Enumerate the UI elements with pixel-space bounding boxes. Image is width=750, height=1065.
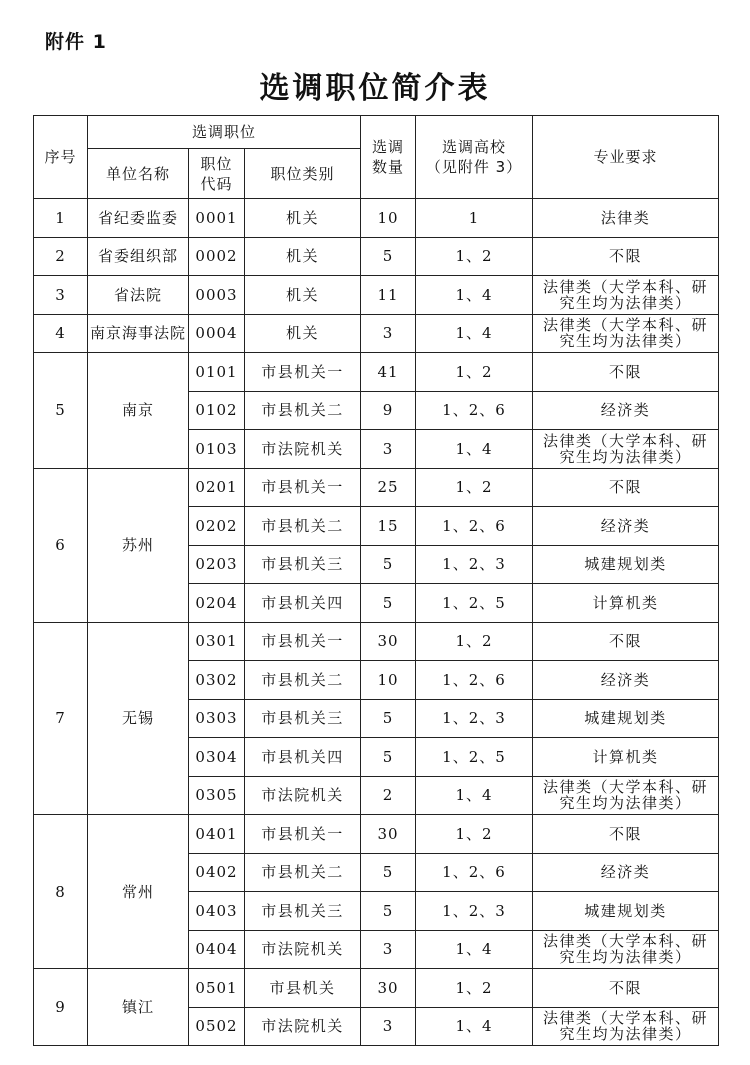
position-type-text: 机关 [285, 247, 319, 266]
header-major-text: 专业要求 [593, 148, 658, 166]
universities-cell [416, 969, 533, 1008]
major-text: 法律类（大学本科、研究生均为法律类） [542, 277, 708, 312]
position-code-text: 0001 [195, 208, 238, 227]
position-code-text: 0402 [195, 863, 238, 882]
unit-name-cell [88, 468, 189, 622]
major-text: 不限 [608, 824, 642, 843]
header-universities-line-1: 选调高校 [441, 138, 506, 156]
universities-cell [416, 391, 533, 430]
major-text: 法律类（大学本科、研究生均为法律类） [542, 431, 708, 466]
unit-name-cell [88, 199, 189, 238]
position-type-cell [245, 468, 361, 507]
quota-text: 3 [382, 1017, 394, 1036]
seq-cell [34, 353, 88, 469]
major-text: 法律类（大学本科、研究生均为法律类） [542, 778, 708, 813]
quota-cell [361, 237, 416, 276]
unit-name-text: 无锡 [121, 709, 154, 728]
quota-text: 5 [382, 247, 394, 266]
major-text: 不限 [608, 978, 642, 997]
position-type-text: 市县机关四 [261, 593, 344, 612]
universities-text: 1 [468, 208, 480, 227]
unit-name-text: 镇江 [121, 998, 154, 1016]
header-position-group-text: 选调职位 [191, 123, 256, 141]
header-position-type-text: 职位类别 [270, 164, 335, 183]
universities-cell [416, 661, 533, 700]
header-position-group [88, 116, 361, 149]
position-type-cell [245, 584, 361, 623]
major-text: 经济类 [600, 863, 651, 882]
position-code-text: 0002 [195, 247, 238, 266]
seq-text: 1 [55, 208, 66, 227]
quota-text: 5 [382, 747, 394, 766]
position-type-text: 市县机关三 [261, 901, 344, 920]
position-type-text: 市县机关二 [261, 863, 344, 882]
universities-text: 1、2、5 [442, 593, 506, 612]
quota-cell [361, 584, 416, 623]
universities-cell [416, 314, 533, 353]
seq-cell [34, 622, 88, 815]
quota-text: 3 [382, 940, 394, 959]
table-row [34, 199, 719, 238]
quota-text: 11 [377, 285, 399, 304]
major-text: 不限 [608, 247, 642, 266]
major-text: 不限 [608, 362, 642, 381]
position-code-text: 0202 [195, 516, 238, 535]
quota-cell [361, 545, 416, 584]
seq-cell [34, 199, 88, 238]
universities-text: 1、4 [455, 324, 493, 343]
universities-text: 1、4 [455, 940, 493, 959]
quota-cell [361, 430, 416, 469]
position-type-cell [245, 815, 361, 854]
table-row [34, 622, 719, 661]
position-code-cell [189, 199, 245, 238]
position-code-text: 0305 [195, 786, 238, 805]
position-type-text: 市县机关二 [261, 401, 344, 420]
quota-text: 30 [377, 824, 399, 843]
quota-text: 3 [382, 439, 394, 458]
universities-text: 1、2 [455, 824, 493, 843]
unit-name-text: 省委组织部 [97, 247, 178, 266]
position-code-cell [189, 969, 245, 1008]
quota-cell [361, 930, 416, 969]
unit-name-text: 省纪委监委 [97, 208, 178, 227]
position-type-cell [245, 391, 361, 430]
position-code-cell [189, 815, 245, 854]
position-code-text: 0201 [195, 478, 238, 497]
header-position-type [245, 149, 361, 199]
table-row [34, 314, 719, 353]
quota-text: 9 [382, 401, 394, 420]
quota-text: 5 [382, 593, 394, 612]
position-code-text: 0502 [195, 1017, 238, 1036]
seq-cell [34, 969, 88, 1046]
major-cell [533, 776, 719, 815]
major-cell [533, 699, 719, 738]
position-type-text: 市县机关 [269, 978, 336, 997]
position-code-text: 0302 [195, 670, 238, 689]
quota-cell [361, 314, 416, 353]
table-header [34, 116, 719, 199]
unit-name-text: 南京 [121, 401, 154, 420]
seq-text: 4 [55, 324, 66, 343]
seq-cell [34, 237, 88, 276]
quota-cell [361, 738, 416, 777]
universities-text: 1、4 [455, 285, 493, 304]
position-code-cell [189, 853, 245, 892]
quota-cell [361, 353, 416, 392]
position-code-text: 0101 [195, 362, 238, 381]
position-code-cell [189, 314, 245, 353]
position-type-cell [245, 776, 361, 815]
position-type-cell [245, 237, 361, 276]
major-cell [533, 199, 719, 238]
quota-text: 5 [382, 863, 394, 882]
position-type-text: 市县机关二 [261, 670, 344, 689]
position-type-text: 市县机关三 [261, 555, 344, 574]
unit-name-text: 省法院 [113, 285, 162, 304]
seq-text: 6 [55, 536, 66, 554]
universities-cell [416, 853, 533, 892]
quota-text: 3 [382, 324, 394, 343]
universities-text: 1、4 [455, 439, 493, 458]
seq-text: 5 [55, 401, 66, 420]
position-type-cell [245, 545, 361, 584]
major-cell [533, 237, 719, 276]
major-text: 城建规划类 [584, 555, 667, 574]
major-cell [533, 661, 719, 700]
universities-text: 1、2、6 [442, 670, 506, 689]
position-type-cell [245, 622, 361, 661]
major-cell [533, 507, 719, 546]
universities-cell [416, 507, 533, 546]
position-code-text: 0404 [195, 940, 238, 959]
position-type-cell [245, 314, 361, 353]
major-cell [533, 1007, 719, 1046]
position-code-cell [189, 930, 245, 969]
position-type-cell [245, 276, 361, 315]
position-type-cell [245, 430, 361, 469]
major-cell [533, 391, 719, 430]
table-row [34, 353, 719, 392]
unit-name-cell [88, 314, 189, 353]
major-text: 法律类（大学本科、研究生均为法律类） [542, 316, 708, 351]
position-type-cell [245, 969, 361, 1008]
header-position-code [189, 149, 245, 199]
universities-text: 1、2 [455, 632, 493, 651]
universities-cell [416, 353, 533, 392]
position-code-cell [189, 545, 245, 584]
quota-text: 10 [377, 208, 399, 227]
position-type-text: 机关 [285, 324, 319, 343]
table-row [34, 815, 719, 854]
quota-cell [361, 853, 416, 892]
universities-cell [416, 545, 533, 584]
position-type-cell [245, 353, 361, 392]
positions-table [33, 115, 719, 1046]
position-code-cell [189, 776, 245, 815]
major-cell [533, 892, 719, 931]
position-code-text: 0204 [195, 593, 238, 612]
quota-cell [361, 1007, 416, 1046]
position-code-cell [189, 622, 245, 661]
universities-cell [416, 584, 533, 623]
seq-text: 7 [55, 709, 66, 728]
universities-text: 1、2 [455, 247, 493, 266]
quota-text: 41 [377, 362, 399, 381]
unit-name-cell [88, 353, 189, 469]
quota-text: 30 [377, 632, 399, 651]
universities-cell [416, 622, 533, 661]
quota-cell [361, 507, 416, 546]
seq-cell [34, 276, 88, 315]
universities-cell [416, 776, 533, 815]
position-type-text: 市法院机关 [261, 786, 344, 805]
universities-text: 1、2、3 [442, 901, 506, 920]
universities-text: 1、4 [455, 786, 493, 805]
unit-name-cell [88, 276, 189, 315]
quota-text: 10 [377, 670, 399, 689]
position-code-cell [189, 1007, 245, 1046]
major-text: 城建规划类 [584, 901, 667, 920]
major-cell [533, 353, 719, 392]
quota-cell [361, 892, 416, 931]
header-row-1 [34, 116, 719, 149]
major-text: 法律类（大学本科、研究生均为法律类） [542, 932, 708, 967]
table-body [34, 199, 719, 1046]
major-cell [533, 276, 719, 315]
position-code-text: 0103 [195, 439, 238, 458]
major-text: 计算机类 [592, 747, 659, 766]
quota-text: 5 [382, 709, 394, 728]
header-unit-name [88, 149, 189, 199]
unit-name-cell [88, 815, 189, 969]
position-code-text: 0301 [195, 632, 238, 651]
major-text: 不限 [608, 478, 642, 497]
position-code-cell [189, 661, 245, 700]
position-code-cell [189, 237, 245, 276]
header-position-code-line-1: 职位 [200, 154, 233, 173]
position-code-text: 0401 [195, 824, 238, 843]
header-unit-name-text: 单位名称 [105, 164, 170, 183]
header-quota-line-2: 数量 [371, 158, 404, 176]
quota-cell [361, 699, 416, 738]
header-position-code-line-2: 代码 [200, 174, 233, 193]
position-type-text: 市法院机关 [261, 940, 344, 959]
seq-text: 8 [55, 882, 66, 901]
major-cell [533, 314, 719, 353]
universities-cell [416, 276, 533, 315]
quota-cell [361, 391, 416, 430]
position-type-cell [245, 853, 361, 892]
position-type-cell [245, 699, 361, 738]
position-code-cell [189, 584, 245, 623]
major-text: 法律类 [600, 208, 651, 227]
universities-cell [416, 930, 533, 969]
quota-text: 5 [382, 901, 394, 920]
unit-name-cell [88, 237, 189, 276]
unit-name-text: 常州 [121, 882, 154, 901]
quota-cell [361, 815, 416, 854]
major-cell [533, 815, 719, 854]
table-row [34, 969, 719, 1008]
position-code-text: 0403 [195, 901, 238, 920]
position-code-cell [189, 430, 245, 469]
quota-cell [361, 776, 416, 815]
position-type-text: 市县机关一 [261, 824, 344, 843]
position-type-cell [245, 1007, 361, 1046]
page-title: 选调职位简介表 [259, 71, 491, 106]
universities-text: 1、2、6 [442, 863, 506, 882]
position-type-text: 机关 [285, 208, 319, 227]
position-type-text: 机关 [285, 285, 319, 304]
unit-name-cell [88, 622, 189, 815]
position-code-text: 0102 [195, 401, 238, 420]
position-type-text: 市县机关一 [261, 478, 344, 497]
position-code-text: 0003 [195, 285, 238, 304]
major-text: 经济类 [600, 401, 651, 420]
position-type-cell [245, 930, 361, 969]
position-code-text: 0203 [195, 555, 238, 574]
major-cell [533, 622, 719, 661]
universities-text: 1、2、6 [442, 401, 506, 420]
major-cell [533, 853, 719, 892]
position-type-text: 市县机关二 [261, 516, 344, 535]
universities-cell [416, 430, 533, 469]
universities-cell [416, 468, 533, 507]
quota-text: 5 [382, 555, 394, 574]
major-cell [533, 584, 719, 623]
header-seq [34, 116, 88, 199]
major-text: 法律类（大学本科、研究生均为法律类） [542, 1009, 708, 1044]
position-code-cell [189, 468, 245, 507]
universities-text: 1、2、6 [442, 516, 506, 535]
header-universities [416, 116, 533, 199]
position-type-cell [245, 892, 361, 931]
quota-cell [361, 199, 416, 238]
quota-text: 25 [377, 478, 399, 497]
header-seq-text: 序号 [44, 148, 77, 166]
universities-text: 1、2 [455, 362, 493, 381]
seq-cell [34, 815, 88, 969]
position-type-text: 市县机关一 [261, 632, 344, 651]
position-code-cell [189, 699, 245, 738]
position-type-text: 市县机关四 [261, 747, 344, 766]
unit-name-text: 苏州 [121, 536, 154, 554]
major-text: 经济类 [600, 516, 651, 535]
header-major [533, 116, 719, 199]
unit-name-text: 南京海事法院 [90, 324, 187, 343]
quota-cell [361, 468, 416, 507]
quota-text: 30 [377, 978, 399, 997]
position-type-text: 市县机关一 [261, 362, 344, 381]
major-text: 不限 [608, 632, 642, 651]
universities-cell [416, 1007, 533, 1046]
universities-cell [416, 738, 533, 777]
seq-text: 9 [55, 998, 66, 1016]
universities-text: 1、2 [455, 978, 493, 997]
position-type-text: 市法院机关 [261, 1017, 344, 1036]
universities-text: 1、2、5 [442, 747, 506, 766]
quota-cell [361, 969, 416, 1008]
seq-text: 2 [55, 247, 66, 266]
major-text: 计算机类 [592, 593, 659, 612]
position-code-cell [189, 507, 245, 546]
header-universities-line-2: （见附件 3） [425, 158, 523, 176]
quota-cell [361, 276, 416, 315]
quota-cell [361, 661, 416, 700]
universities-text: 1、2 [455, 478, 493, 497]
position-code-text: 0501 [195, 978, 238, 997]
universities-cell [416, 199, 533, 238]
quota-text: 2 [382, 786, 394, 805]
position-code-cell [189, 738, 245, 777]
universities-cell [416, 815, 533, 854]
position-code-text: 0304 [195, 747, 238, 766]
position-code-cell [189, 892, 245, 931]
universities-text: 1、2、3 [442, 709, 506, 728]
major-cell [533, 738, 719, 777]
seq-cell [34, 314, 88, 353]
universities-text: 1、4 [455, 1017, 493, 1036]
quota-cell [361, 622, 416, 661]
position-type-text: 市县机关三 [261, 709, 344, 728]
major-cell [533, 545, 719, 584]
position-type-cell [245, 661, 361, 700]
header-quota [361, 116, 416, 199]
universities-cell [416, 892, 533, 931]
universities-text: 1、2、3 [442, 555, 506, 574]
position-code-cell [189, 276, 245, 315]
position-code-text: 0303 [195, 709, 238, 728]
universities-cell [416, 699, 533, 738]
seq-cell [34, 468, 88, 622]
position-code-cell [189, 353, 245, 392]
major-cell [533, 930, 719, 969]
major-cell [533, 468, 719, 507]
position-code-cell [189, 391, 245, 430]
attachment-label: 附件 1 [45, 31, 107, 53]
table-row [34, 276, 719, 315]
position-type-text: 市法院机关 [261, 439, 344, 458]
major-cell [533, 430, 719, 469]
position-type-cell [245, 507, 361, 546]
position-code-text: 0004 [195, 324, 238, 343]
major-text: 经济类 [600, 670, 651, 689]
major-cell [533, 969, 719, 1008]
header-quota-line-1: 选调 [371, 138, 404, 156]
position-type-cell [245, 738, 361, 777]
table-row [34, 237, 719, 276]
table-row [34, 468, 719, 507]
unit-name-cell [88, 969, 189, 1046]
seq-text: 3 [55, 285, 66, 304]
position-type-cell [245, 199, 361, 238]
universities-cell [416, 237, 533, 276]
quota-text: 15 [377, 516, 399, 535]
major-text: 城建规划类 [584, 709, 667, 728]
